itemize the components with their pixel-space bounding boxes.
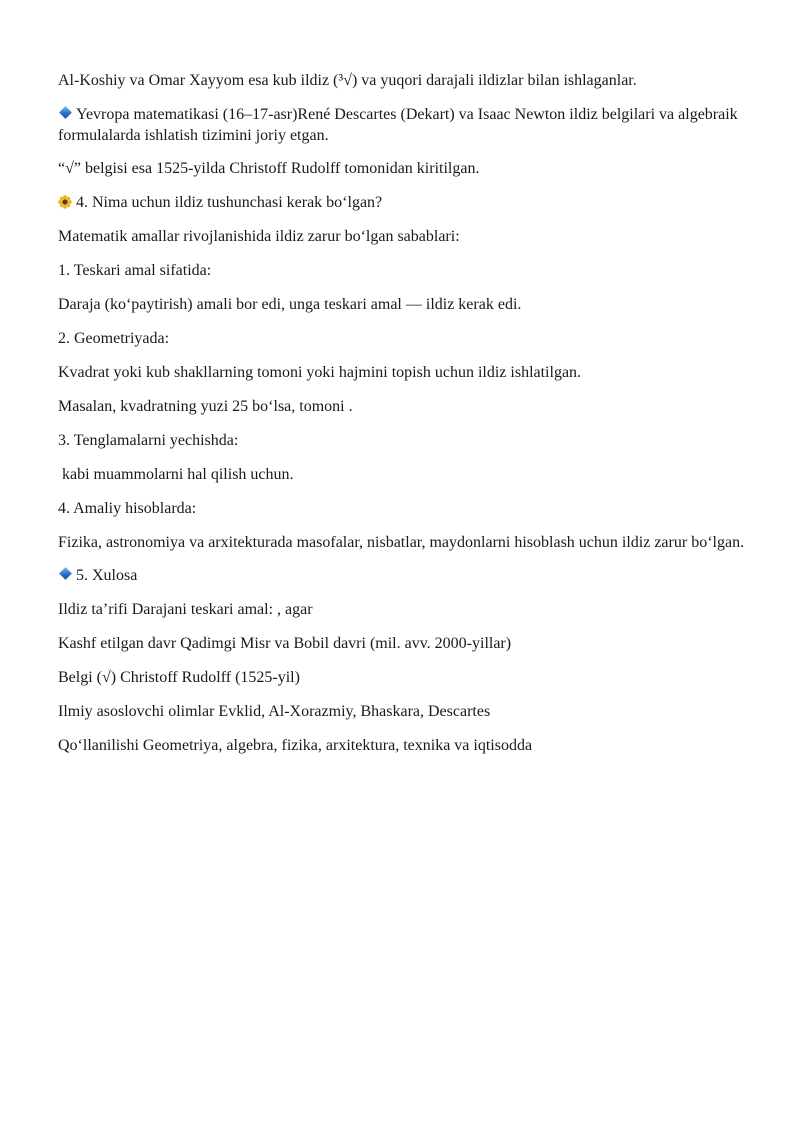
list-heading: 3. Tenglamalarni yechishda:: [58, 432, 239, 449]
paragraph: Masalan, kvadratning yuzi 25 bo‘lsa, tomoni .: [58, 398, 353, 415]
paragraph: kabi muammolarni hal qilish uchun.: [58, 466, 294, 483]
summary-row: Belgi (√) Christoff Rudolff (1525-yil): [58, 669, 300, 686]
section-heading: [58, 192, 748, 214]
list-heading: 2. Geometriyada:: [58, 330, 170, 347]
summary-row: Qo‘llanilishi Geometriya, algebra, fizika, arxitektura, texnika va iqtisodda: [58, 737, 533, 754]
paragraph: Fizika, astronomiya va arxitekturada masofalar, nisbatlar, maydonlarni hisoblash uchun ildiz zarur bo‘lgan.: [58, 534, 745, 551]
paragraph: Kvadrat yoki kub shakllarning tomoni yoki hajmini topish uchun ildiz ishlatilgan.: [58, 364, 582, 381]
blue-diamond-icon: [59, 567, 72, 580]
list-heading: 1. Teskari amal sifatida:: [58, 262, 212, 279]
paragraph: Matematik amallar rivojlanishida ildiz zarur bo‘lgan sabablari:: [58, 228, 460, 245]
summary-row: Kashf etilgan davr Qadimgi Misr va Bobil davri (mil. avv. 2000-yillar): [58, 635, 512, 652]
sunflower-icon: [58, 194, 72, 208]
paragraph-text: Yevropa matematikasi (16–17-asr)René Descartes (Dekart) va Isaac Newton ildiz belgilari va algebraik formulalarda ishlatish tizimini joriy etgan.: [58, 106, 738, 144]
blue-diamond-icon: [59, 106, 72, 119]
list-heading: 4. Amaliy hisoblarda:: [58, 500, 197, 517]
paragraph: [58, 104, 748, 146]
paragraph: Al-Koshiy va Omar Xayyom esa kub ildiz (³√) va yuqori darajali ildizlar bilan ishlaganlar.: [58, 72, 637, 89]
heading-text: 5. Xulosa: [76, 567, 138, 584]
summary-row: Ildiz ta’rifi Darajani teskari amal: , agar: [58, 601, 313, 618]
paragraph: “√” belgisi esa 1525-yilda Christoff Rudolff tomonidan kiritilgan.: [58, 160, 480, 177]
paragraph: Daraja (ko‘paytirish) amali bor edi, unga teskari amal — ildiz kerak edi.: [58, 296, 522, 313]
heading-text: 4. Nima uchun ildiz tushunchasi kerak bo‘lgan?: [76, 194, 383, 211]
document-body: [58, 70, 748, 769]
summary-row: Ilmiy asoslovchi olimlar Evklid, Al-Xorazmiy, Bhaskara, Descartes: [58, 703, 491, 720]
section-heading: [58, 565, 748, 587]
